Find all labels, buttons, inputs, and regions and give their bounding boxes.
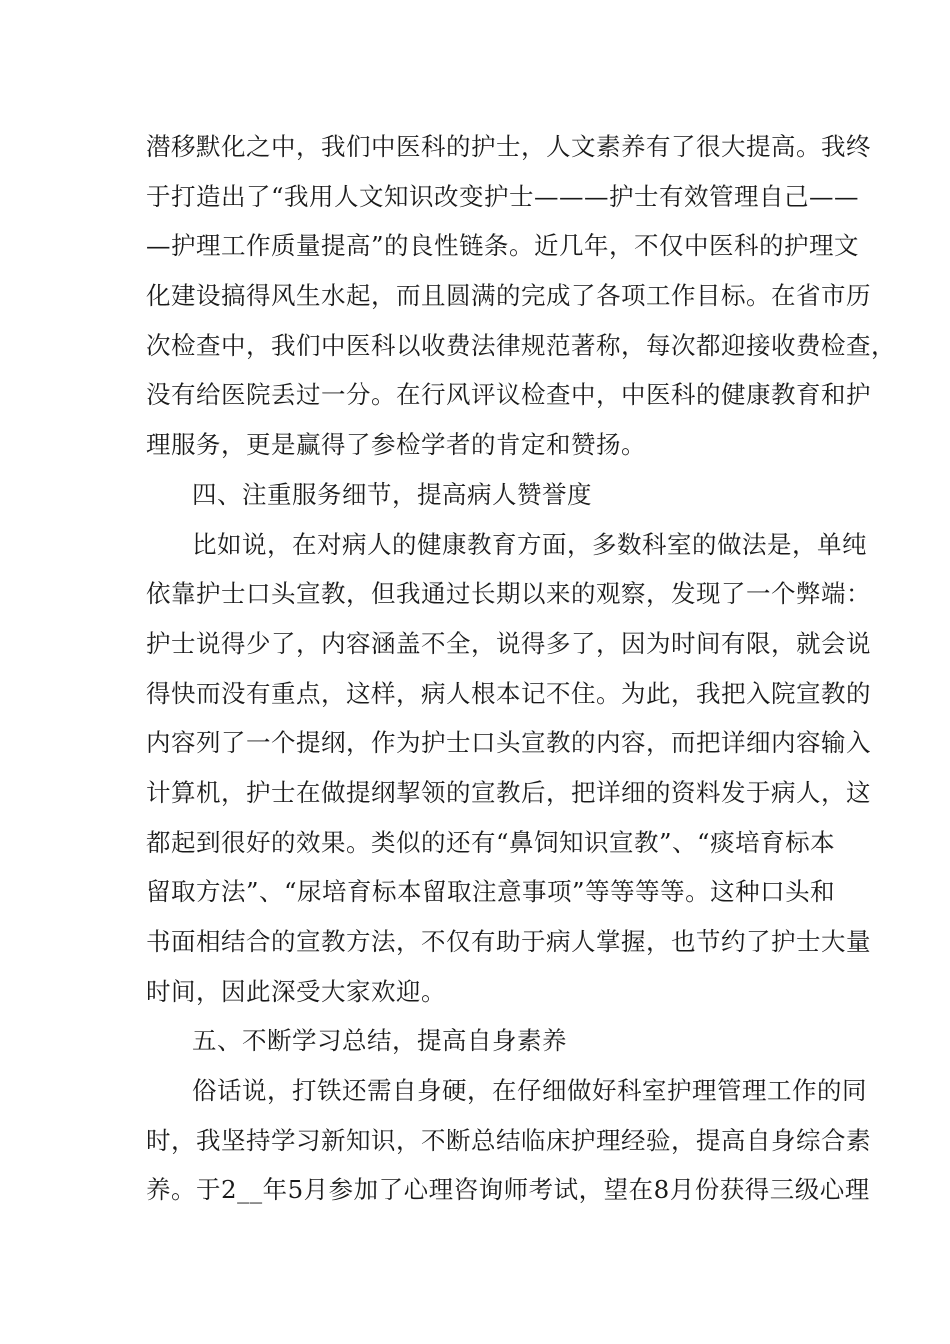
text-line: 理服务，更是赢得了参检学者的肯定和赞扬。 (146, 430, 646, 460)
text-line: 留取方法”、“尿培育标本留取注意事项”等等等等。这种口头和 (146, 877, 836, 907)
text-line: 四、注重服务细节，提高病人赞誉度 (192, 479, 592, 509)
text-line: 依靠护士口头宣教，但我通过长期以来的观察，发现了一个弊端： (146, 579, 871, 609)
text-line: 没有给医院丢过一分。在行风评议检查中，中医科的健康教育和护 (146, 380, 871, 410)
text-line: 得快而没有重点，这样，病人根本记不住。为此，我把入院宣教的 (146, 678, 871, 708)
text-line: 潜移默化之中，我们中医科的护士，人文素养有了很大提高。我终 (146, 132, 871, 161)
text-line: 于打造出了“我用人文知识改变护士———护士有效管理自己—— (146, 181, 860, 211)
text-line: 化建设搞得风生水起，而且圆满的完成了各项工作目标。在省市历 (146, 281, 871, 311)
text-line: 计算机，护士在做提纲挈领的宣教后，把详细的资料发于病人，这 (146, 777, 871, 807)
text-line: 内容列了一个提纲，作为护士口头宣教的内容，而把详细内容输入 (146, 728, 871, 758)
text-line: 时间，因此深受大家欢迎。 (146, 976, 446, 1006)
body-text (146, 122, 896, 1215)
text-line: 养。于2__年5月参加了心理咨询师考试，望在8月份获得三级心理 (146, 1175, 870, 1205)
text-line: 都起到很好的效果。类似的还有“鼻饲知识宣教”、“痰培育标本 (146, 827, 836, 857)
text-line: 护士说得少了，内容涵盖不全，说得多了，因为时间有限，就会说 (146, 628, 871, 658)
text-line: —护理工作质量提高”的良性链条。近几年，不仅中医科的护理文 (146, 231, 860, 261)
text-line: 次检查中，我们中医科以收费法律规范著称，每次都迎接收费检查， (146, 330, 896, 360)
text-line: 书面相结合的宣教方法，不仅有助于病人掌握，也节约了护士大量 (146, 927, 871, 956)
text-line: 比如说，在对病人的健康教育方面，多数科室的做法是，单纯 (192, 529, 867, 559)
text-line: 五、不断学习总结，提高自身素养 (192, 1026, 567, 1056)
text-line: 时，我坚持学习新知识，不断总结临床护理经验，提高自身综合素 (146, 1125, 871, 1155)
text-line: 俗话说，打铁还需自身硬，在仔细做好科室护理管理工作的同 (192, 1076, 867, 1106)
